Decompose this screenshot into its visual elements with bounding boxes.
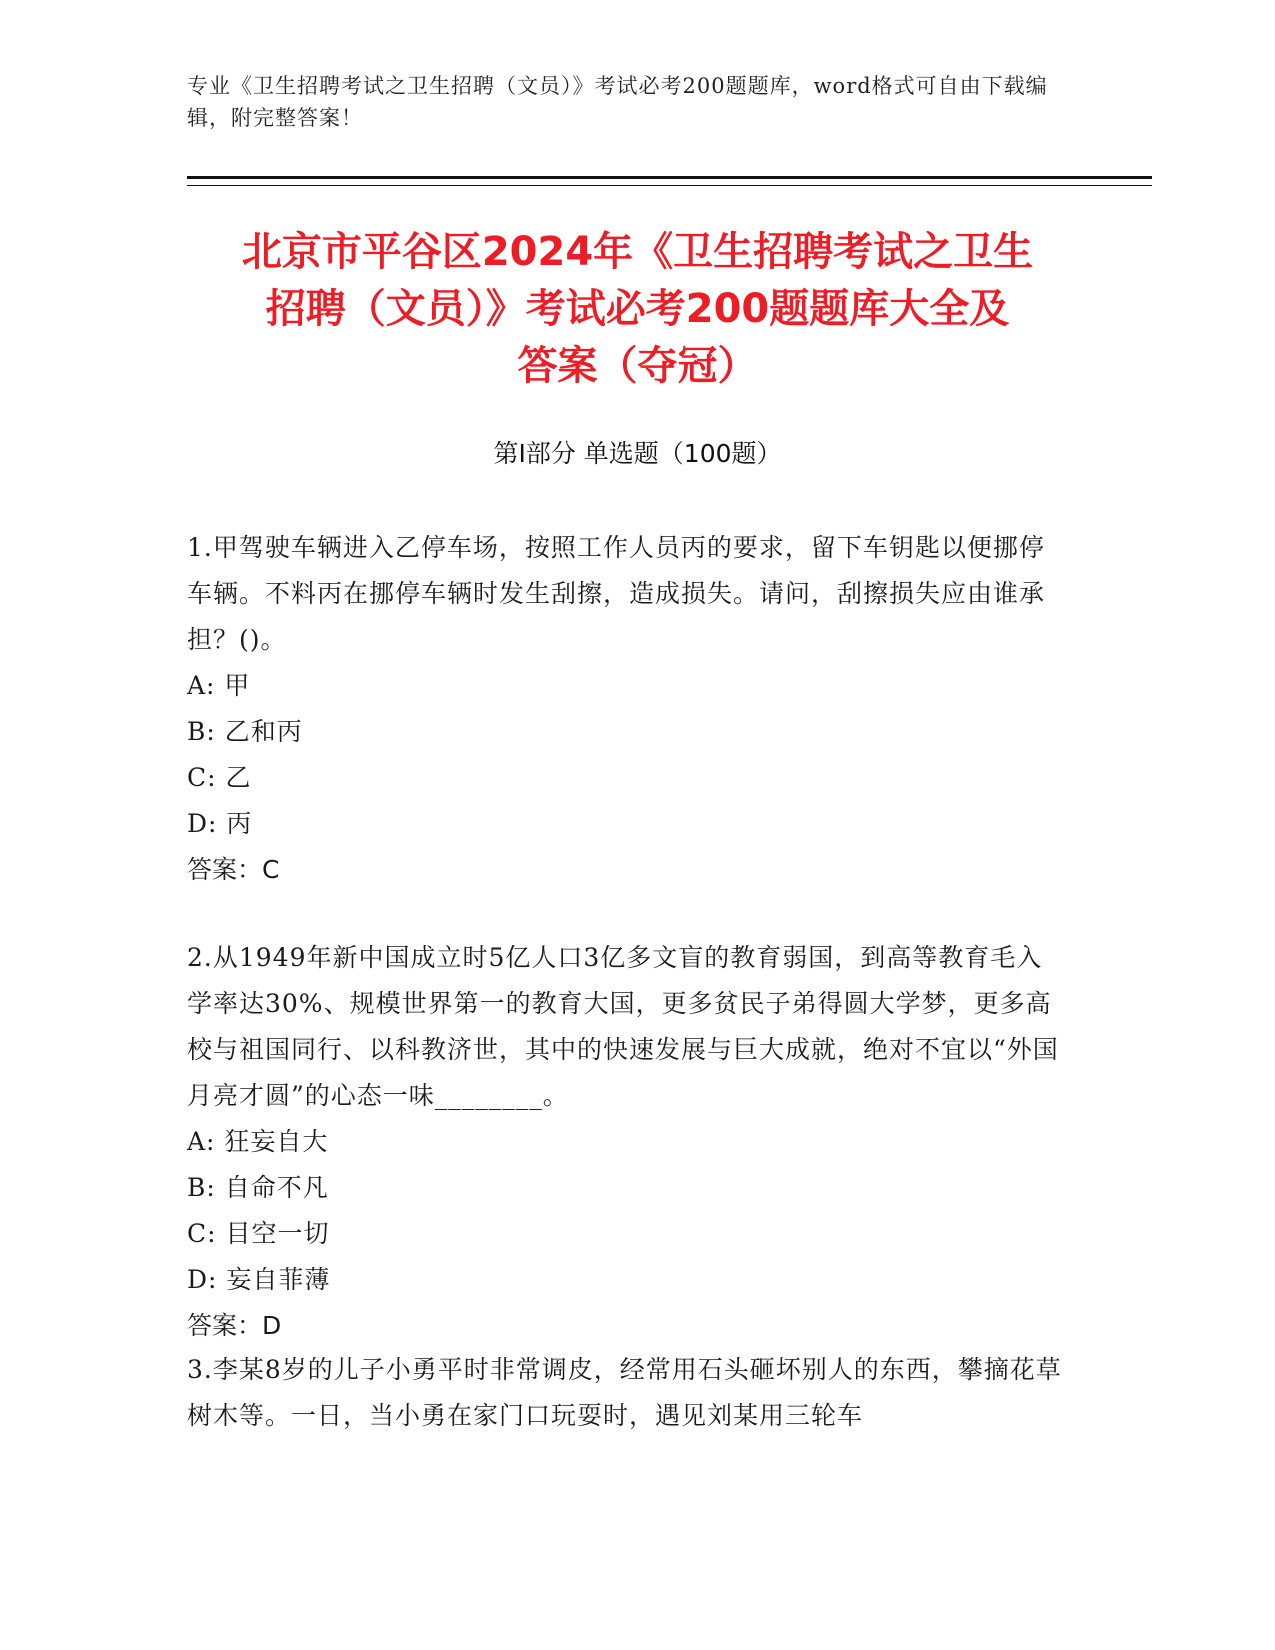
header-note: 专业《卫生招聘考试之卫生招聘（文员）》考试必考200题题库，word格式可自由下载编辑，附完整答案！ — [187, 74, 1048, 130]
document-title-line: 答案（夺冠） — [517, 343, 758, 389]
document-title — [160, 224, 1115, 395]
option-a: A: 狂妄自大 — [187, 1127, 329, 1156]
document-title-line: 招聘（文员）》考试必考200题题库大全及 — [265, 286, 1010, 332]
question-stem: 2.从1949年新中国成立时5亿人口3亿多文盲的教育弱国，到高等教育毛入学率达30%、规模世界第一的教育大国，更多贫民子弟得圆大学梦，更多高校与祖国同行、以科教济世，其中的快速发展与巨大成就，绝对不宜以“外国月亮才圆”的心态一味________。 — [187, 943, 1059, 1110]
header-divider-thin — [187, 185, 1152, 186]
question-1 — [187, 525, 1067, 893]
question-stem: 1.甲驾驶车辆进入乙停车场，按照工作人员丙的要求，留下车钥匙以便挪停车辆。不料丙在挪停车辆时发生刮擦，造成损失。请问，刮擦损失应由谁承担？()。 — [187, 533, 1046, 654]
section-title: 第Ⅰ部分 单选题（100题） — [493, 439, 782, 468]
header-divider-thick — [187, 176, 1152, 179]
option-c: C: 乙 — [187, 763, 252, 792]
answer-line: 答案：C — [187, 855, 280, 884]
option-b: B: 自命不凡 — [187, 1173, 329, 1202]
question-2 — [187, 935, 1067, 1349]
answer-line: 答案：D — [187, 1311, 282, 1340]
option-b: B: 乙和丙 — [187, 717, 303, 746]
document-title-line: 北京市平谷区2024年《卫生招聘考试之卫生 — [241, 229, 1034, 275]
option-c: C: 目空一切 — [187, 1219, 330, 1248]
option-d: D: 丙 — [187, 809, 253, 838]
option-d: D: 妄自菲薄 — [187, 1265, 331, 1294]
question-3 — [187, 1347, 1067, 1439]
question-stem: 3.李某8岁的儿子小勇平时非常调皮，经常用石头砸坏别人的东西，攀摘花草树木等。一日，当小勇在家门口玩耍时，遇见刘某用三轮车 — [187, 1355, 1062, 1430]
option-a: A: 甲 — [187, 671, 251, 700]
